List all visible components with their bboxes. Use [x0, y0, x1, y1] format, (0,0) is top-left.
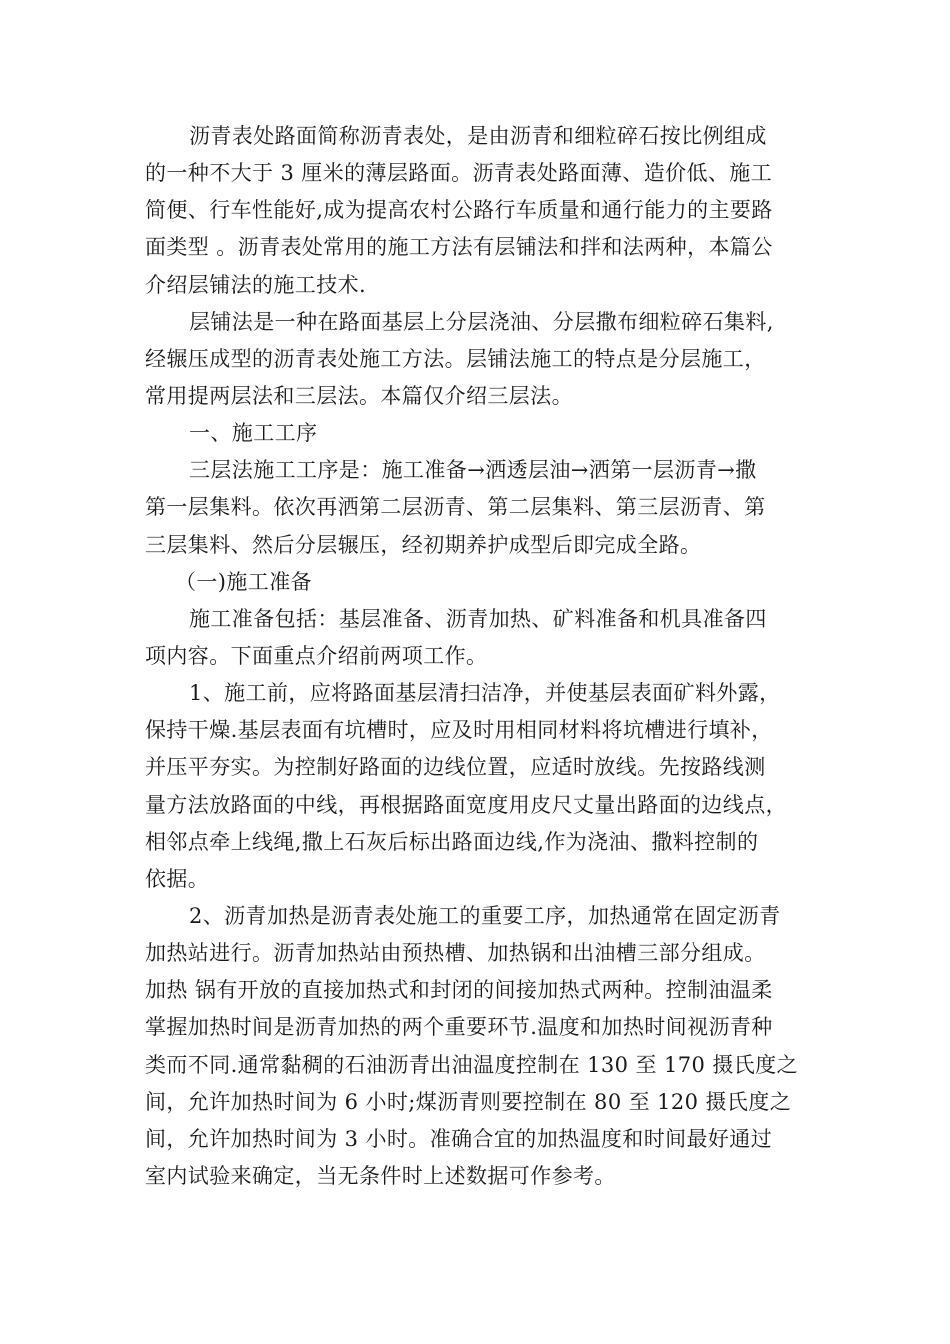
text-line: 三层法施工工序是：施工准备→洒透层油→洒第一层沥青→撒: [189, 458, 757, 483]
text-line: 2、沥青加热是沥青表处施工的重要工序，加热通常在固定沥青: [189, 903, 781, 928]
section-heading: 一、施工工序: [189, 421, 318, 446]
text-line: 施工准备包括：基层准备、沥青加热、矿料准备和机具准备四: [189, 606, 767, 631]
text-line: 量方法放路面的中线，再根据路面宽度用皮尺丈量出路面的边线点，: [145, 792, 787, 817]
text-line: 三层集料、然后分层辗压，经初期养护成型后即完成全路。: [145, 532, 702, 557]
subsection-heading: （一)施工准备: [175, 569, 312, 594]
text-line: 1、施工前，应将路面基层清扫洁净，并使基层表面矿料外露，: [189, 681, 781, 706]
text-line: 常用提两层法和三层法。本篇仅介绍三层法。: [145, 383, 573, 408]
text-line: 的一种不大于 3 厘米的薄层路面。沥青表处路面薄、造价低、施工: [145, 161, 773, 186]
text-line: 相邻点牵上线绳,撒上石灰后标出路面边线,作为浇油、撒料控制的: [145, 829, 759, 854]
text-line: 室内试验来确定，当无条件时上述数据可作参考。: [145, 1163, 616, 1188]
text-line: 层铺法是一种在路面基层上分层浇油、分层撒布细粒碎石集料,: [189, 309, 774, 334]
text-line: 间，允许加热时间为 3 小时。准确合宜的加热温度和时间最好通过: [145, 1126, 773, 1151]
text-line: 简便、行车性能好,成为提高农村公路行车质量和通行能力的主要路: [145, 198, 773, 223]
text-line: 保持干燥.基层表面有坑槽时，应及时用相同材料将坑槽进行填补，: [145, 718, 773, 743]
text-line: 依据。: [145, 866, 210, 891]
text-line: 类而不同.通常黏稠的石油沥青出油温度控制在 130 至 170 摄氏度之: [145, 1052, 798, 1077]
text-line: 第一层集料。依次再洒第二层沥青、第二层集料、第三层沥青、第: [145, 495, 766, 520]
text-line: 面类型 。沥青表处常用的施工方法有层铺法和拌和法两种，本篇公: [145, 235, 773, 260]
text-line: 项内容。下面重点介绍前两项工作。: [145, 643, 488, 668]
text-line: 沥青表处路面简称沥青表处，是由沥青和细粒碎石按比例组成: [189, 124, 767, 148]
document-body: [145, 118, 805, 1195]
text-line: 加热站进行。沥青加热站由预热槽、加热锅和出油槽三部分组成。: [145, 941, 766, 966]
text-line: 介绍层铺法的施工技术.: [145, 272, 367, 297]
text-line: 间，允许加热时间为 6 小时;煤沥青则要控制在 80 至 120 摄氏度之: [145, 1089, 792, 1114]
text-line: 经辗压成型的沥青表处施工方法。层铺法施工的特点是分层施工，: [145, 346, 766, 371]
text-line: 加热 锅有开放的直接加热式和封闭的间接加热式两种。控制油温柔: [145, 978, 773, 1003]
text-line: 掌握加热时间是沥青加热的两个重要环节.温度和加热时间视沥青种: [145, 1015, 773, 1040]
text-line: 并压平夯实。为控制好路面的边线位置，应适时放线。先按路线测: [145, 755, 766, 780]
